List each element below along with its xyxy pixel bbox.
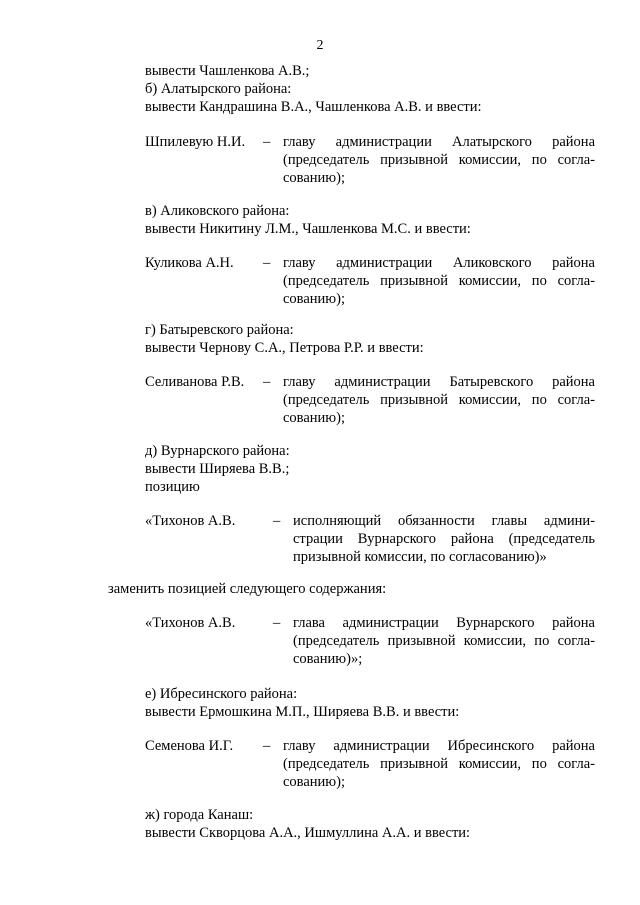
- personnel-entry: [145, 254, 595, 310]
- section-heading-b: б) Алатырского района:: [145, 81, 292, 97]
- entry-dash: –: [273, 615, 281, 631]
- entry-name: Семенова И.Г.: [145, 738, 234, 754]
- entry-description: исполняющий обязанности главы админи-страции Вурнарского района (председатель призывной комиссии, по согласованию)»: [293, 513, 595, 565]
- entry-name: Селиванова Р.В.: [145, 374, 245, 390]
- section-heading-zh: ж) города Канаш:: [145, 807, 254, 823]
- page-number: 2: [316, 38, 324, 53]
- text-line: вывести Никитину Л.М., Чашленкова М.С. и ввести:: [145, 221, 471, 237]
- entry-dash: –: [263, 255, 271, 271]
- personnel-entry: [145, 512, 595, 568]
- text-line: вывести Скворцова А.А., Ишмуллина А.А. и ввести:: [145, 825, 471, 841]
- entry-description: главу администрации Ибресинского района (председатель призывной комиссии, по согла-сованию);: [283, 738, 595, 790]
- text-line: вывести Чашленкова А.В.;: [145, 63, 310, 79]
- text-line: заменить позицией следующего содержания:: [108, 581, 387, 597]
- personnel-entry: [145, 737, 595, 793]
- entry-description: глава администрации Вурнарского района (председатель призывной комиссии, по согла-сованию)»;: [293, 615, 595, 667]
- section-heading-d: д) Вурнарского района:: [145, 443, 290, 459]
- personnel-entry: [145, 133, 595, 189]
- entry-dash: –: [263, 738, 271, 754]
- entry-name: Шпилевую Н.И.: [145, 134, 246, 150]
- text-line: вывести Чернову С.А., Петрова Р.Р. и ввести:: [145, 340, 424, 356]
- text-line: вывести Кандрашина В.А., Чашленкова А.В. и ввести:: [145, 99, 482, 115]
- entry-description: главу администрации Аликовского района (председатель призывной комиссии, по согла-сованию);: [283, 255, 595, 307]
- entry-name: «Тихонов А.В.: [145, 615, 236, 631]
- section-heading-e: е) Ибресинского района:: [145, 686, 298, 702]
- entry-description: главу администрации Батыревского района (председатель призывной комиссии, по согла-сованию);: [283, 374, 595, 426]
- section-heading-v: в) Аликовского района:: [145, 203, 290, 219]
- entry-name: «Тихонов А.В.: [145, 513, 236, 529]
- entry-dash: –: [263, 374, 271, 390]
- personnel-entry: [145, 614, 595, 670]
- text-line: позицию: [145, 479, 200, 495]
- personnel-entry: [145, 373, 595, 429]
- section-heading-g: г) Батыревского района:: [145, 322, 294, 338]
- entry-dash: –: [263, 134, 271, 150]
- text-line: вывести Ширяева В.В.;: [145, 461, 290, 477]
- entry-dash: –: [273, 513, 281, 529]
- entry-name: Куликова А.Н.: [145, 255, 234, 271]
- text-line: вывести Ермошкина М.П., Ширяева В.В. и ввести:: [145, 704, 460, 720]
- entry-description: главу администрации Алатырского района (председатель призывной комиссии, по согла-сованию);: [283, 134, 595, 186]
